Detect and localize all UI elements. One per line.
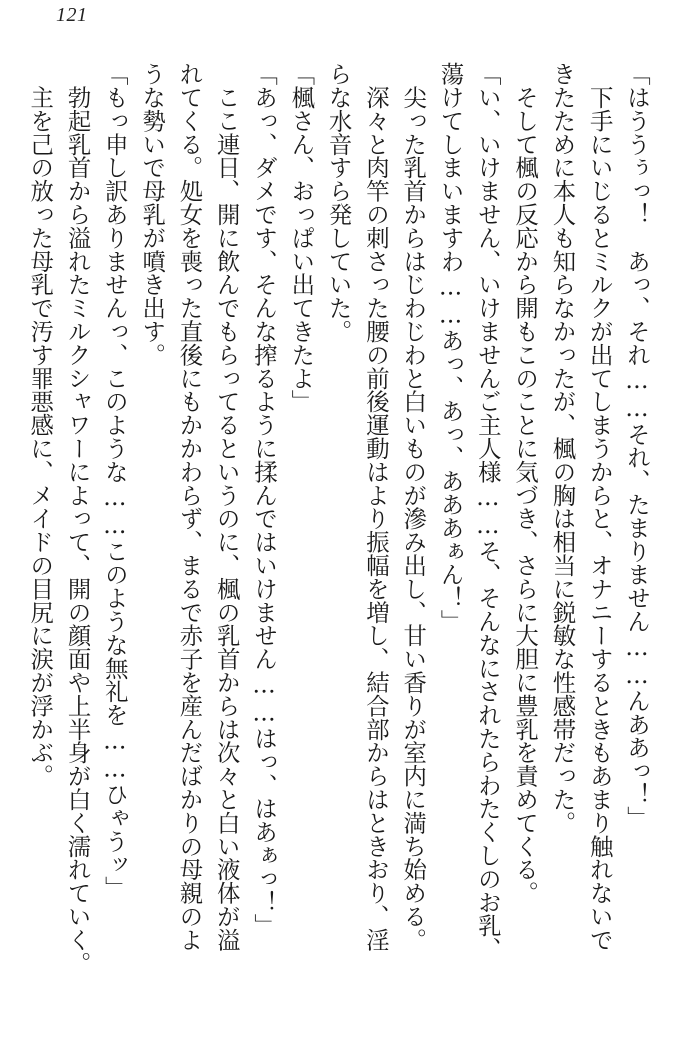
text-line: うな勢いで母乳が噴き出す。	[138, 62, 167, 367]
text-line: 深々と肉竿の刺さった腰の前後運動はより振幅を増し、結合部からはときおり、淫	[361, 62, 390, 952]
text-line: 蕩けてしまいますわ……あっ、あっ、あああぁん！」	[436, 62, 465, 633]
text-line: ここ連日、開に飲んでもらってるというのに、楓の乳首からは次々と白い液体が溢	[212, 62, 241, 952]
text-line: 「はううぅっ！ あっ、それ……それ、たまりません……んああっ！」	[623, 62, 651, 830]
text-line: 「い、いけません、いけませんご主人様……そ、そんなにされたらわたくしのお乳、	[473, 62, 502, 961]
text-line: れてくる。処女を喪った直後にもかかわらず、まるで赤子を産んだばかりの母親のよ	[175, 62, 204, 952]
text-line: 勃起乳首から溢れたミルクシャワーによって、開の顔面や上半身が白く濡れていく。	[63, 62, 92, 975]
text-line: 尖った乳首からはじわじわと白いものが滲み出し、甘い香りが室内に満ち始める。	[399, 62, 428, 952]
text-line: 「あっ、ダメです、そんな搾るように揉んではいけません……はっ、はあぁっ！」	[250, 62, 279, 937]
text-line: 下手にいじるとミルクが出てしまうからと、オナニーするときもあまり触れないで	[585, 62, 614, 952]
text-line: そして楓の反応から開もこのことに気づき、さらに大胆に豊乳を責めてくる。	[511, 62, 540, 905]
text-line: 主を己の放った母乳で汚す罪悪感に、メイドの目尻に涙が浮かぶ。	[26, 62, 55, 788]
page-number: 121	[56, 4, 88, 26]
text-line: きたために本人も知らなかったが、楓の胸は相当に鋭敏な性感帯だった。	[548, 62, 577, 835]
text-line: 「もっ申し訳ありませんっ、このような……このような無礼を……ひゃうッ」	[100, 62, 129, 900]
text-line: 「楓さん、おっぱい出てきたよ」	[287, 62, 316, 413]
body-text	[21, 62, 655, 1042]
text-line: らな水音すら発していた。	[324, 62, 353, 343]
